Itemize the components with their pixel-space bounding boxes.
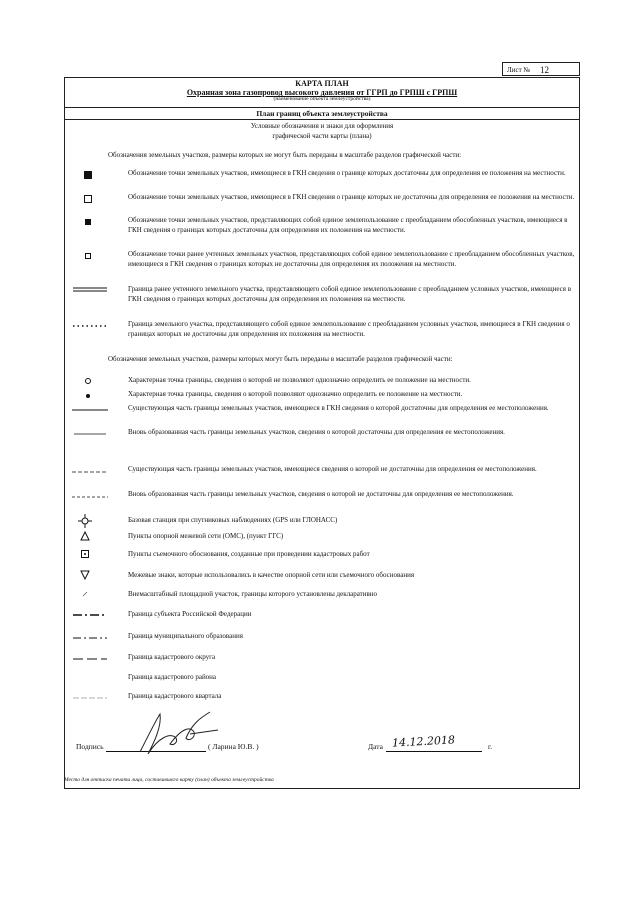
- dash-dot-icon: [70, 634, 110, 642]
- section1-heading: Обозначения земельных участков, размеры которых не могут быть переданы в масштабе разделов графической части:: [108, 151, 462, 159]
- legend-item-text: Вновь образованная часть границы земельных участков, сведения о которой достаточны для определения ее местоположения.: [128, 428, 505, 436]
- legend-title: [64, 121, 580, 141]
- open-circle-icon: [68, 376, 108, 386]
- legend-item-text: Граница кадастрового квартала: [128, 692, 222, 700]
- sheet-number-box: [502, 62, 580, 76]
- handwritten-date: 14.12.2018: [391, 733, 456, 750]
- legend-item-text: Вновь образованная часть границы земельных участков, сведения о которой не достаточны для определения ее местоположения.: [128, 490, 514, 498]
- filled-dot-icon: [68, 391, 108, 401]
- dashed-line-fine-icon: [70, 493, 110, 501]
- sheet-number-label: Лист №: [507, 66, 531, 74]
- sheet-number: 12: [540, 65, 549, 75]
- document-header: [64, 77, 580, 102]
- legend-item-text: Пункты съемочного обоснования, созданные при проведении кадастровых работ: [128, 550, 370, 558]
- dash-thin-icon: [70, 694, 110, 702]
- solid-line-short-icon: [70, 430, 110, 438]
- legend-item-text: Существующая часть границы земельных участков, имеющиеся в ГКН сведения о которой достаточны для определения ее местоположения.: [128, 404, 549, 412]
- outline-square-icon: [68, 194, 108, 204]
- legend-item-text: Существующая часть границы земельных участков, имеющиеся сведения о которой не достаточны для определения ее местоположения.: [128, 465, 537, 473]
- legend-item-text: Граница кадастрового округа: [128, 653, 216, 661]
- handwritten-signature: [130, 708, 220, 760]
- dash-dot-thick-icon: [70, 611, 110, 619]
- legend-item-text: Пункты опорной межевой сети (ОМС), (пункт ГГС): [128, 532, 284, 540]
- legend-item-text: Базовая станция при спутниковых наблюдениях (GPS или ГЛОНАСС): [128, 516, 338, 524]
- double-line-icon: [70, 286, 110, 294]
- survey-point-icon: [80, 549, 90, 559]
- object-caption: (наименование объекта землеустройства): [273, 96, 371, 102]
- dotted-line-icon: [70, 322, 110, 330]
- legend-item-text: Обозначение точки земельных участков, представляющих собой единое землепользование с преобладанием обособленных участков, имеющиеся в ГКН сведения о границах которых достаточны для определения их положения на местности.: [128, 216, 568, 234]
- stamp-place-note: Место для оттиска печати лица, составившего карту (план) объекта землеустройства: [64, 777, 274, 783]
- legend-item-text: Внемасштабный площадной участок, границы которого установлены декларативно: [128, 590, 378, 598]
- dash-short-icon: [70, 655, 110, 663]
- signature-label: Подпись: [76, 742, 104, 751]
- legend-item-text: Характерная точка границы, сведения о которой не позволяют однозначно определить ее положение на местности.: [128, 376, 471, 384]
- legend-item-text: Обозначение точки ранее учтенных земельных участков, представляющих собой единое землепользование с преобладанием обособленных участков, имеющиеся в ГКН сведения о границах которых не достаточны для определения их положения на местности.: [128, 250, 575, 268]
- legend-item-text: Характерная точка границы, сведения о которой позволяют однозначно определить ее положение на местности.: [128, 390, 463, 398]
- legend-item-text: Граница муниципального образования: [128, 632, 243, 640]
- legend-item-text: Обозначение точки земельных участков, имеющиеся в ГКН сведения о границе которых достаточны для определения ее положения на местности.: [128, 169, 566, 177]
- tick-mark-icon: [80, 589, 90, 599]
- object-name: Охранная зона газопровод высокого давления от ГГРП до ГРПШ с ГРПШ: [186, 88, 458, 97]
- header-divider-1: [64, 107, 580, 108]
- legend-item-text: Межевые знаки, которые использовались в качестве опорной сети или съемочного обоснования: [128, 571, 415, 579]
- year-suffix: г.: [488, 742, 493, 751]
- signer-name: ( Ларина Ю.В. ): [208, 742, 259, 751]
- filled-square-small-icon: [68, 217, 108, 227]
- legend-item-text: Обозначение точки земельных участков, имеющиеся в ГКН сведения о границе которых не достаточны для определения ее положения на местности.: [128, 193, 575, 201]
- section-title: План границ объекта землеустройства: [256, 109, 388, 118]
- legend-title-line-2: графической части карты (плана): [272, 132, 372, 140]
- legend-title-line-1: Условные обозначения и знаки для оформления: [250, 122, 394, 130]
- filled-square-large-icon: [68, 170, 108, 180]
- legend-item-text: Граница субъекта Российской Федерации: [128, 610, 252, 618]
- solid-line-icon: [70, 406, 110, 414]
- date-label: Дата: [368, 742, 383, 751]
- inverted-triangle-icon: [80, 570, 90, 580]
- outline-square-small-icon: [68, 251, 108, 261]
- section2-heading: Обозначения земельных участков, размеры которых могут быть переданы в масштабе разделов графической части:: [108, 355, 453, 363]
- document-title: КАРТА ПЛАН: [295, 79, 349, 88]
- legend-item-text: Граница земельного участка, представляющего собой единое землепользование с преобладанием условных участков, имеющиеся в ГКН сведения о границах которых не достаточны для определения их положения на местности.: [128, 320, 570, 338]
- header-divider-2: [64, 119, 580, 120]
- legend-item-text: Граница ранее учтенного земельного участка, представляющего собой единое землепользование с преобладанием условных участков, имеющиеся в ГКН сведения о границах которых достаточны для определения их положения на местности.: [128, 285, 572, 303]
- date-line: [386, 751, 482, 752]
- legend-item-text: Граница кадастрового района: [128, 673, 217, 681]
- triangle-icon: [80, 531, 90, 541]
- dashed-line-icon: [70, 468, 110, 476]
- gnss-station-icon: [78, 514, 92, 528]
